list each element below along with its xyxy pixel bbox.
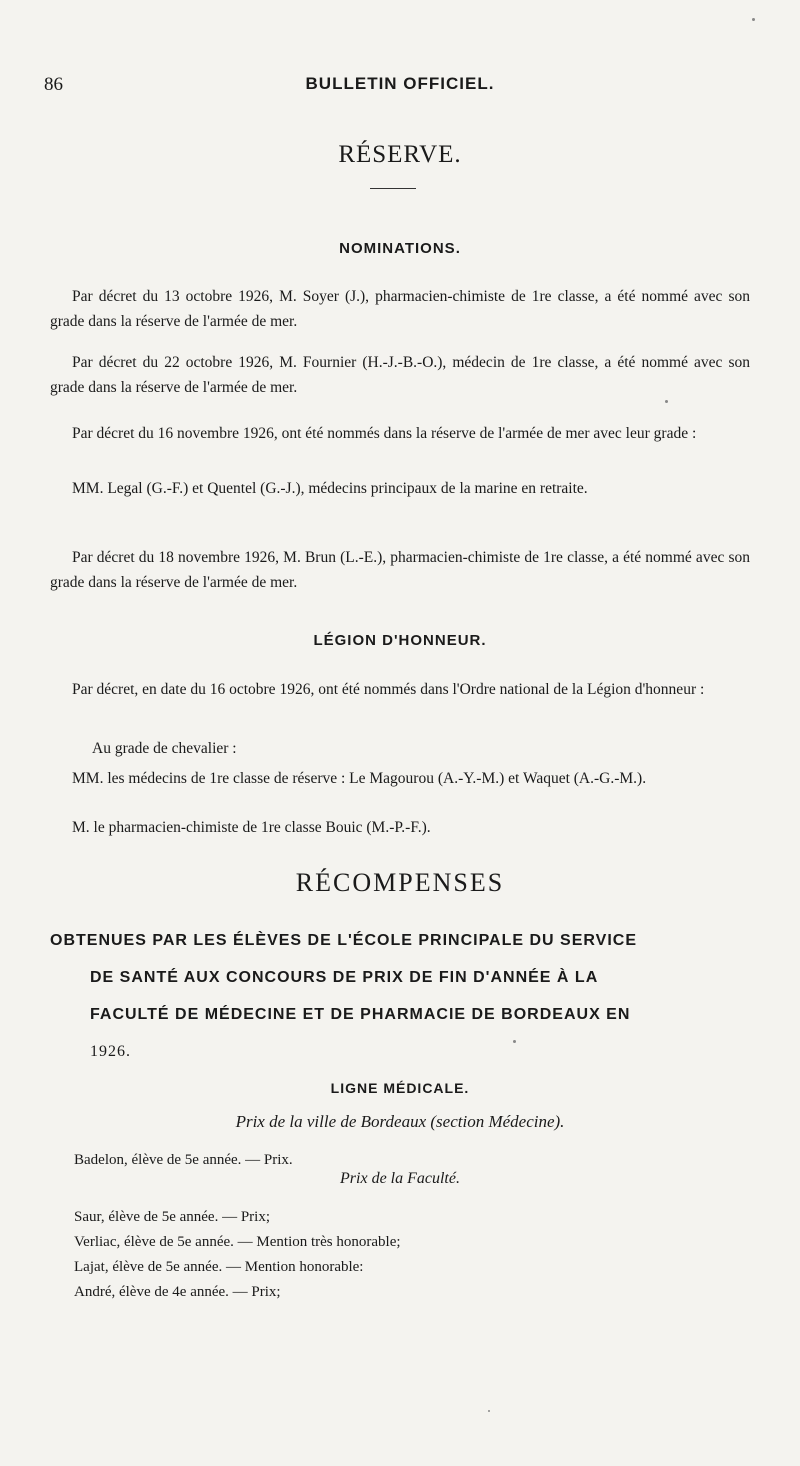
- prix-faculte-title: Prix de la Faculté.: [340, 1170, 460, 1187]
- scan-speck: [752, 18, 755, 21]
- scan-speck: [665, 400, 668, 403]
- scan-speck: [513, 1040, 516, 1043]
- subtitle-line-1: OBTENUES PAR LES ÉLÈVES DE L'ÉCOLE PRINCIPALE DU SERVICE: [50, 932, 637, 949]
- entry-lajat: Lajat, élève de 5e année. — Mention honorable:: [74, 1259, 364, 1275]
- recompenses-subtitle: [50, 922, 750, 1070]
- entry-andre: André, élève de 4e année. — Prix;: [74, 1284, 281, 1300]
- paragraph-legion-decret: Par décret, en date du 16 octobre 1926, ont été nommés dans l'Ordre national de la Légion d'honneur :: [72, 681, 705, 698]
- paragraph-soyer: Par décret du 13 octobre 1926, M. Soyer (J.), pharmacien-chimiste de 1re classe, a été nommé avec son grade dans la réserve de l'armée de mer.: [50, 288, 750, 330]
- paragraph-medecins-reserve: MM. les médecins de 1re classe de réserve : Le Magourou (A.-Y.-M.) et Waquet (A.-G.-M.).: [72, 770, 647, 787]
- subsection-title-ligne-medicale: LIGNE MÉDICALE.: [330, 1080, 470, 1096]
- subsection-title-nominations: NOMINATIONS.: [339, 240, 461, 257]
- entry-badelon: Badelon, élève de 5e année. — Prix.: [74, 1152, 293, 1168]
- prix-ville-title: Prix de la ville de Bordeaux (section Médecine).: [235, 1112, 565, 1131]
- entry-saur: Saur, élève de 5e année. — Prix;: [74, 1209, 270, 1225]
- paragraph-legal-quentel: MM. Legal (G.-F.) et Quentel (G.-J.), médecins principaux de la marine en retraite.: [72, 480, 588, 497]
- section-title-recompenses: RÉCOMPENSES: [295, 868, 505, 897]
- paragraph-fournier: Par décret du 22 octobre 1926, M. Fournier (H.-J.-B.-O.), médecin de 1re classe, a été nommé avec son grade dans la réserve de l'armée de mer.: [50, 354, 750, 396]
- grade-chevalier: Au grade de chevalier :: [92, 740, 237, 757]
- subtitle-line-4: 1926.: [90, 1043, 131, 1060]
- entry-verliac: Verliac, élève de 5e année. — Mention très honorable;: [74, 1234, 401, 1250]
- subtitle-line-3: FACULTÉ DE MÉDECINE ET DE PHARMACIE DE BORDEAUX EN: [90, 1006, 631, 1023]
- section-title-legion: LÉGION D'HONNEUR.: [313, 632, 487, 649]
- paragraph-novembre: Par décret du 16 novembre 1926, ont été nommés dans la réserve de l'armée de mer avec leur grade :: [72, 425, 697, 442]
- paragraph-brun: Par décret du 18 novembre 1926, M. Brun (L.-E.), pharmacien-chimiste de 1re classe, a été nommé avec son grade dans la réserve de l'armée de mer.: [50, 549, 750, 591]
- scan-speck: [488, 1410, 490, 1412]
- subtitle-line-2: DE SANTÉ AUX CONCOURS DE PRIX DE FIN D'ANNÉE À LA: [90, 969, 599, 986]
- page-number: 86: [44, 74, 63, 95]
- running-header: BULLETIN OFFICIEL.: [305, 74, 495, 93]
- section-title-reserve: RÉSERVE.: [338, 141, 462, 168]
- paragraph-pharmacien: M. le pharmacien-chimiste de 1re classe Bouic (M.-P.-F.).: [72, 819, 431, 836]
- divider: [370, 188, 416, 189]
